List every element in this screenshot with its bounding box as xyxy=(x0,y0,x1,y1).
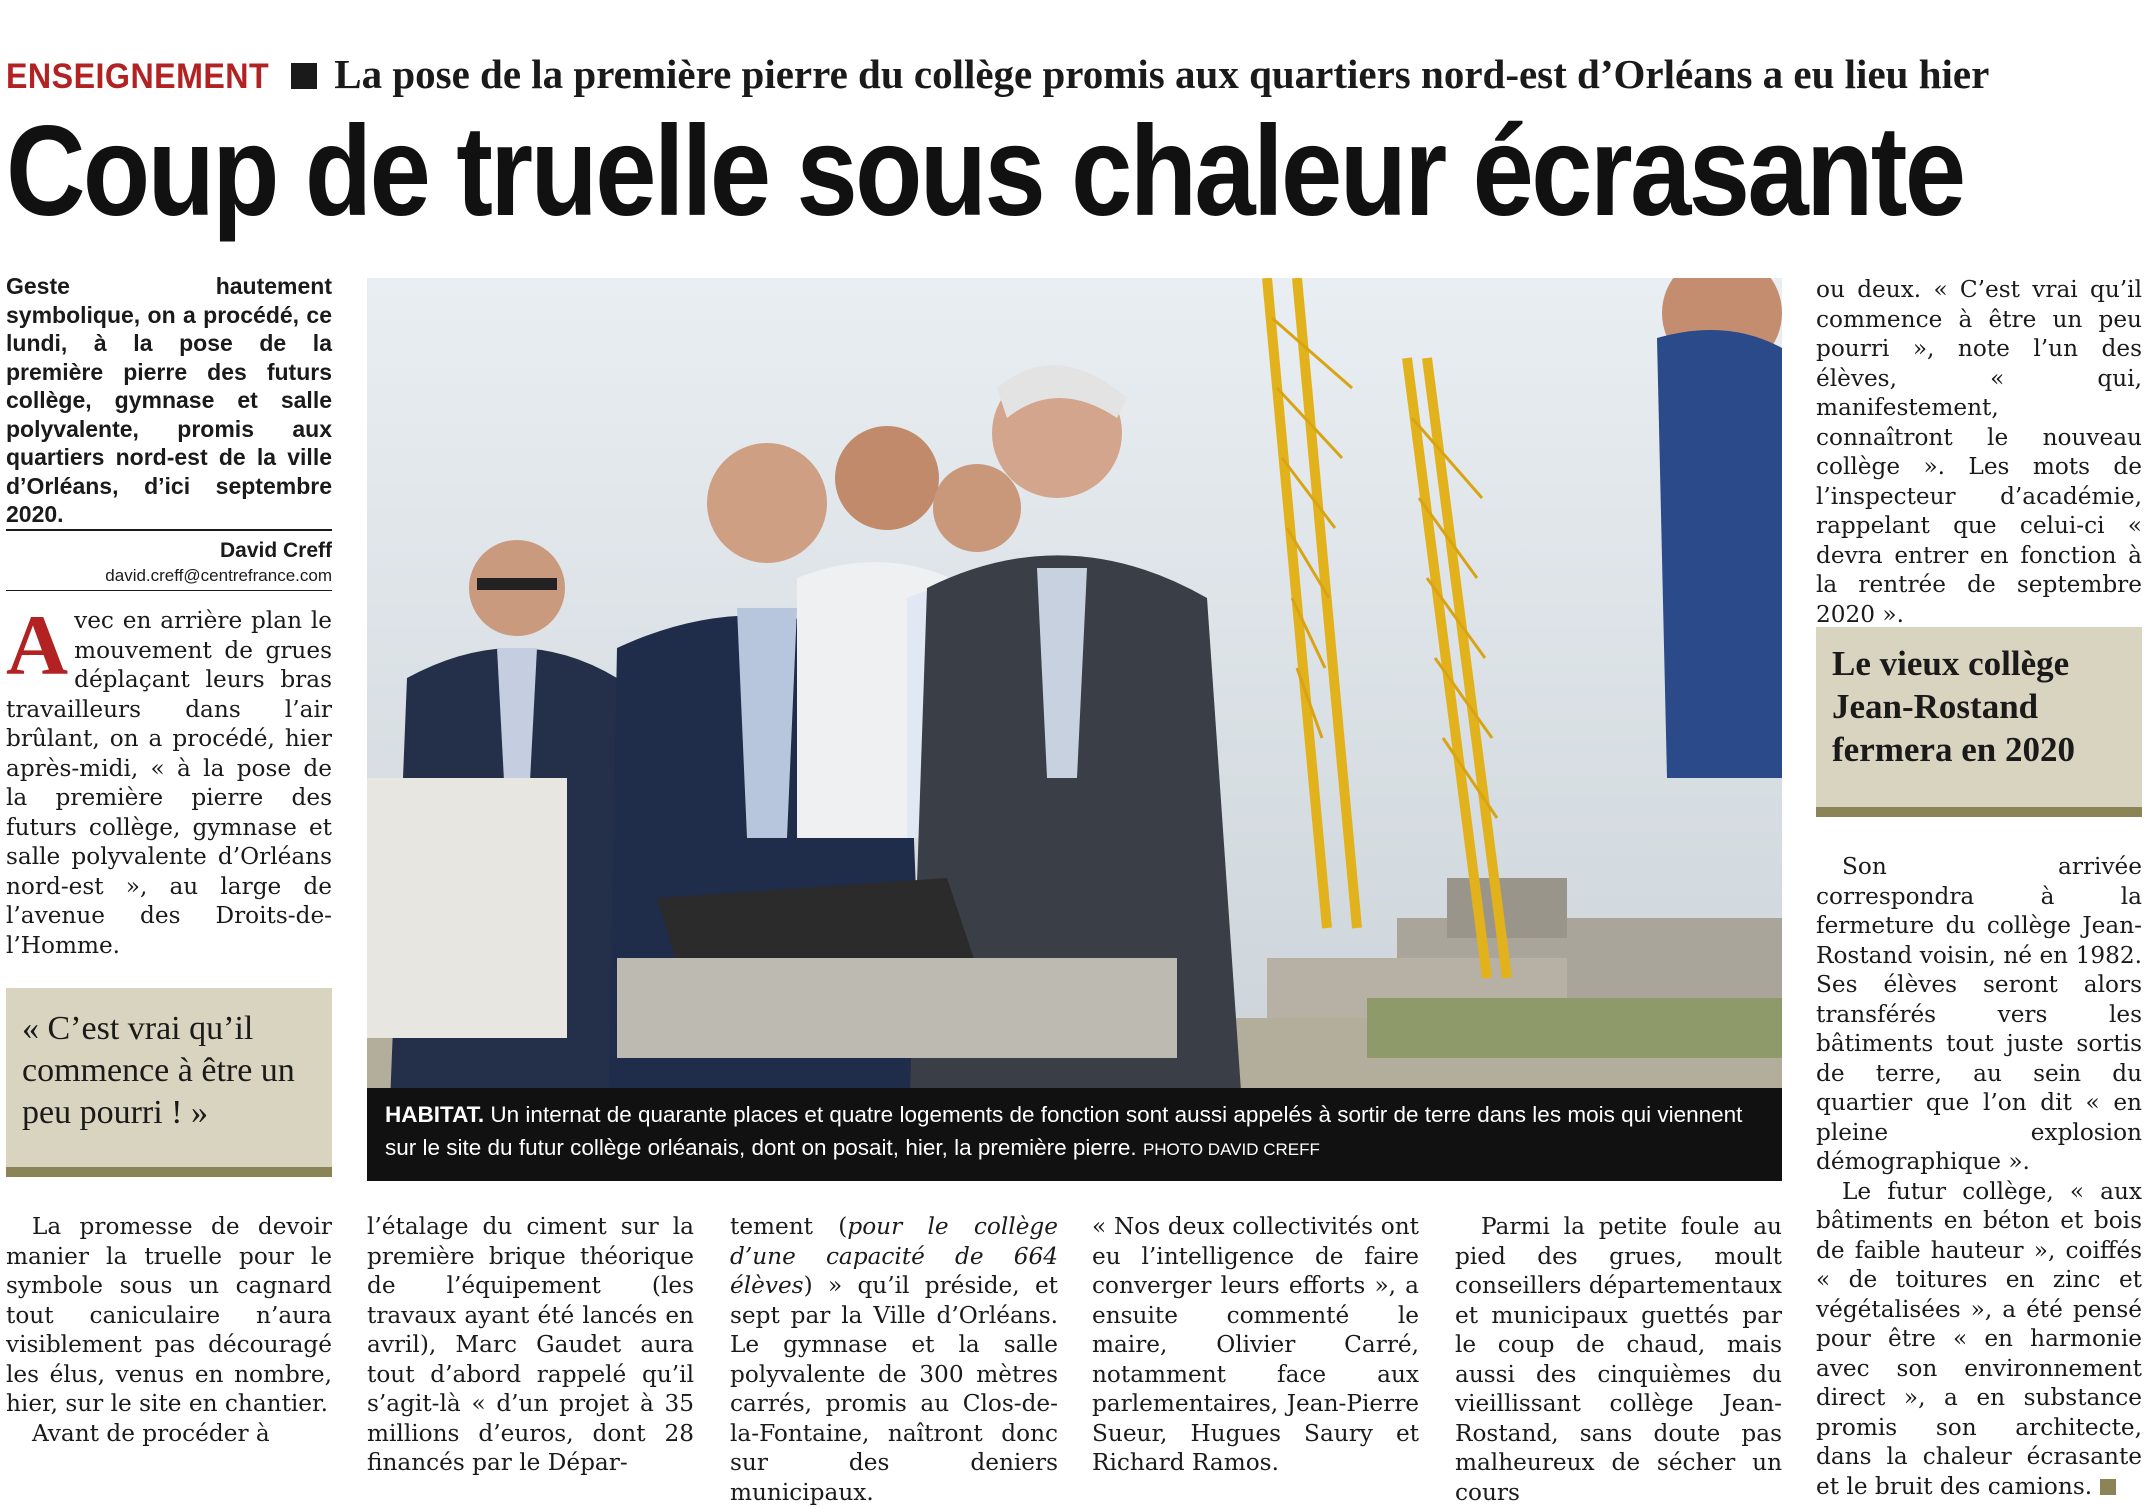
column-5-paragraph: Parmi la petite foule au pied des grues, moult conseillers départementaux et municipaux guettés par le coup de chaud, mais aussi des cinquièmes du vieillissant collège Jean-Rostand, sans doute pas malheureux de sécher un cours xyxy=(1455,1213,1782,1506)
column-6-paragraph xyxy=(1816,1177,2142,1502)
headline: Coup de truelle sous chaleur écrasante xyxy=(6,100,1964,243)
intertitle-box xyxy=(1816,627,2142,817)
column-6-bottom xyxy=(1816,852,2142,1501)
intertitle-bar xyxy=(1816,807,2142,817)
column-1-bottom xyxy=(6,1212,332,1448)
column-4 xyxy=(1092,1212,1419,1478)
column-5 xyxy=(1455,1212,1782,1507)
column-4-paragraph: « Nos deux collectivités ont eu l’intelligence de faire converger leurs efforts », a ensuite commenté le maire, Olivier Carré, notamment face aux parlementaires, Jean-Pierre Sueur, Hugues Saury et Richard Ramos. xyxy=(1092,1213,1419,1476)
pull-quote-text: « C’est vrai qu’il commence à être un peu pourri ! » xyxy=(22,1010,295,1131)
kicker-square-icon xyxy=(291,63,317,89)
column-3-italic: pour le collège d’une capacité de 664 élèves xyxy=(730,1213,1058,1299)
news-photo xyxy=(367,278,1782,1181)
column-1-paragraph: Avant de procéder à xyxy=(32,1419,270,1447)
column-3 xyxy=(730,1212,1058,1507)
pull-quote-bar xyxy=(6,1167,332,1177)
column-1-intro xyxy=(6,597,332,960)
photo-credit: PHOTO DAVID CREFF xyxy=(1142,1140,1320,1159)
chapo-rule xyxy=(6,529,332,531)
byline-rule xyxy=(6,590,332,591)
photo-caption-text: Un internat de quarante places et quatre logements de fonction sont aussi appelés à sortir de terre dans les mois qui viennent sur le site du futur collège orléanais, dont on posait, hier, la première pierre. xyxy=(385,1102,1743,1160)
column-3-text: ) » qu’il préside, et sept par la Ville d’Orléans. Le gymnase et la salle polyvalente de 300 mètres carrés, promis au Clos-de-la-Fontaine, naîtront donc sur des deniers municipaux. xyxy=(730,1272,1058,1506)
byline xyxy=(6,538,332,588)
column-6-text: Le futur collège, « aux bâtiments en béton et bois de faible hauteur », coiffés « de toitures en zinc et végétalisées », a été pensé pour être « en harmonie avec son environnement direct », a en substance promis son architecte, dans la chaleur écrasante et le bruit des camions. xyxy=(1816,1177,2142,1500)
section-kicker: ENSEIGNEMENT xyxy=(6,57,270,96)
column-2-paragraph: l’étalage du ciment sur la première brique théorique de l’équipement (les travaux ayant été lancés en avril), Marc Gaudet aura tout d’abord rappelé qu’il s’agit-là « d’un projet à 35 millions d’euros, dont 28 financés par le Dépar- xyxy=(367,1213,694,1476)
chapo: Geste hautement symbolique, on a procédé, ce lundi, à la pose de la première pierre des futurs collège, gymnase et salle polyvalente, promis aux quartiers nord-est de la ville d’Orléans, d’ici septembre 2020. xyxy=(6,273,332,527)
drop-cap: A xyxy=(6,597,69,693)
author-email[interactable]: david.creff@centrefrance.com xyxy=(105,566,332,585)
photo-caption xyxy=(367,1088,1782,1181)
photo-caption-lead: HABITAT. xyxy=(385,1102,485,1127)
column-3-text: tement ( xyxy=(730,1213,848,1240)
column-1-paragraph: La promesse de devoir manier la truelle pour le symbole sous un cagnard tout caniculaire n’aura visiblement pas découragé les élus, venus en nombre, hier, sur le site en chantier. xyxy=(6,1213,332,1417)
column-3-paragraph xyxy=(730,1212,1058,1507)
column-2 xyxy=(367,1212,694,1478)
kicker-row xyxy=(6,50,2146,98)
ceremony-photo-illustration xyxy=(367,278,1782,1181)
author-name: David Creff xyxy=(219,539,332,562)
subheadline: La pose de la première pierre du collège promis aux quartiers nord-est d’Orléans a eu lieu hier xyxy=(334,51,1990,97)
intertitle-text: Le vieux collège Jean-Rostand fermera en 2020 xyxy=(1832,644,2075,769)
column-1-intro-text: vec en arrière plan le mouvement de grues déplaçant leurs bras travailleurs dans l’air brûlant, on a procédé, hier après-midi, « à la pose de la première pierre des futurs collège, gymnase et salle polyvalente d’Orléans nord-est », au large de l’avenue des Droits-de-l’Homme. xyxy=(6,607,332,959)
end-of-article-icon xyxy=(2100,1479,2116,1495)
column-6-paragraph: ou deux. « C’est vrai qu’il commence à être un peu pourri », note l’un des élèves, « qui, manifestement, connaîtront le nouveau collège ». Les mots de l’inspecteur d’académie, rappelant que celui-ci « devra entrer en fonction à la rentrée de septembre 2020 ». xyxy=(1816,276,2142,628)
column-6-top xyxy=(1816,275,2142,629)
column-6-paragraph: Son arrivée correspondra à la fermeture du collège Jean-Rostand voisin, né en 1982. Ses élèves seront alors transférés vers les bâtiments tout juste sortis de terre, au sein du quartier que l’on dit « en pleine explosion démographique ». xyxy=(1816,853,2142,1175)
pull-quote-box xyxy=(6,988,332,1177)
